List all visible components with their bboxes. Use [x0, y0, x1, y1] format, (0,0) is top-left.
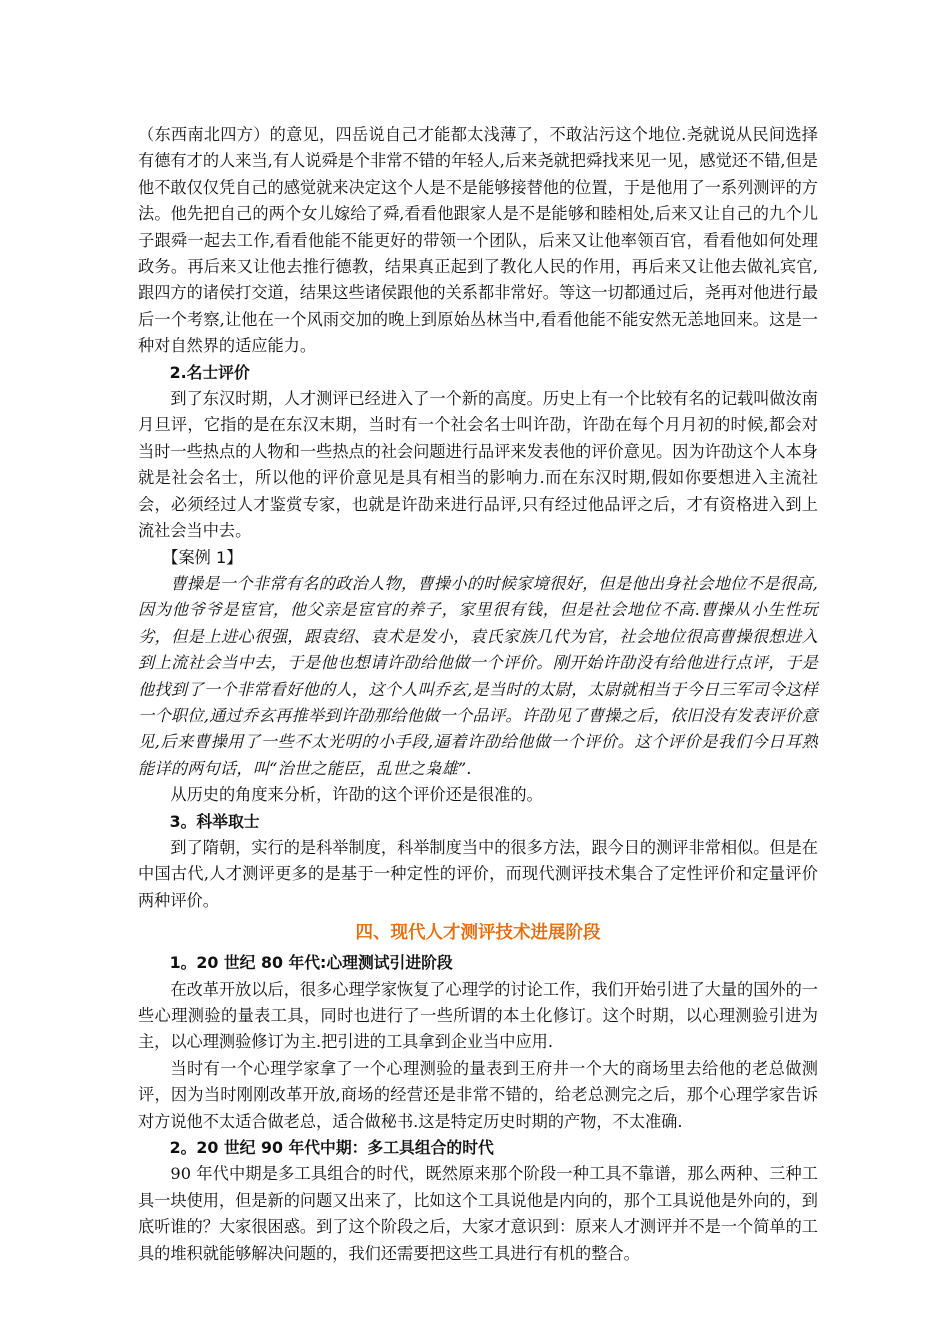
- heading-mingshi: 2.名士评价: [169, 362, 250, 382]
- paragraph-donghan: 到了东汉时期，人才测评已经进入了一个新的高度。历史上有一个比较有名的记载叫做汝南月旦评，它指的是在东汉末期，当时有一个社会名士叫许劭，许劭在每个月月初的时候,都会对当时一些热点的人物和一些热点的社会问题进行品评来发表他的评价意见。因为许劭这个人本身就是社会名士，所以他的评价意见是具有相当的影响力.而在东汉时期,假如你要想进入主流社会，必须经过人才鉴赏专家，也就是许劭来进行品评,只有经过他品评之后，才有资格进入到上流社会当中去。: [138, 389, 818, 541]
- paragraph-yao-shun: （东西南北四方）的意见，四岳说自己才能都太浅薄了，不敢沾污这个地位.尧就说从民间选择有德有才的人来当,有人说舜是个非常不错的年轻人,后来尧就把舜找来见一见，感觉还不错,但是他不敢仅仅凭自己的感觉就来决定这个人是不是能够接替他的位置，于是他用了一系列测评的方法。他先把自己的两个女儿嫁给了舜,看看他跟家人是不是能够和睦相处,后来又让自己的九个儿子跟舜一起去工作,看看他能不能更好的带领一个团队，后来又让他率领百官，看看他如何处理政务。再后来又让他去推行德教，结果真正起到了教化人民的作用，再后来又让他去做礼宾官,跟四方的诸侯打交道，结果这些诸侯跟他的关系都非常好。等这一切都通过后，尧再对他进行最后一个考察,让他在一个风雨交加的晚上到原始丛林当中,看看他能不能安然无恙地回来。这是一种对自然界的适应能力。: [138, 125, 818, 356]
- heading-1980s: 1。20 世纪 80 年代:心理测试引进阶段: [169, 953, 453, 973]
- paragraph-sui: 到了隋朝，实行的是科举制度，科举制度当中的很多方法，跟今日的测评非常相似。但是在中国古代,人才测评更多的是基于一种定性的评价，而现代测评技术集合了定性评价和定量评价两种评价。: [138, 837, 818, 910]
- paragraph-wangfujing: 当时有一个心理学家拿了一个心理测验的量表到王府井一个大的商场里去给他的老总做测评，因为当时刚刚改革开放,商场的经营还是非常不错的，给老总测完之后，那个心理学家告诉对方说他不太适合做老总，适合做秘书.这是特定历史时期的产物，不太准确.: [138, 1058, 818, 1131]
- section-title-modern: 四、现代人才测评技术进展阶段: [355, 923, 601, 944]
- heading-keju: 3。科举取士: [169, 811, 260, 831]
- case-text-caocao: 曹操是一个非常有名的政治人物，曹操小的时候家境很好，但是他出身社会地位不是很高,因为他爷爷是宦官，他父亲是宦官的养子，家里很有钱，但是社会地位不高.曹操从小生性玩劣，但是上进心很强，跟袁绍、袁术是发小，袁氏家族几代为官，社会地位很高曹操很想进入到上流社会当中去，于是他也想请许劭给他做一个评价。刚开始许劭没有给他进行点评，于是他找到了一个非常看好他的人，这个人叫乔玄,是当时的太尉，太尉就相当于今日三军司令这样一个职位,通过乔玄再推举到许劭那给他做一个品评。许劭见了曹操之后，依旧没有发表评价意见,后来曹操用了一些不太光明的小手段,逼着许劭给他做一个评价。这个评价是我们今日耳熟能详的两句话，叫“治世之能臣，乱世之枭雄”.: [138, 573, 818, 778]
- document-page: [138, 122, 818, 1267]
- heading-1990s: 2。20 世纪 90 年代中期：多工具组合的时代: [169, 1138, 494, 1158]
- case-label: 【案例 1】: [162, 547, 243, 567]
- paragraph-multi-tool: 90 年代中期是多工具组合的时代，既然原来那个阶段一种工具不靠谱，那么两种、三种工具一块使用，但是新的问题又出来了，比如这个工具说他是内向的，那个工具说他是外向的，到底听谁的？大家很困惑。到了这个阶段之后，大家才意识到：原来人才测评并不是一个简单的工具的堆积就能够解决问题的，我们还需要把这些工具进行有机的整合。: [138, 1164, 818, 1263]
- paragraph-analysis: 从历史的角度来分析，许劭的这个评价还是很准的。: [170, 785, 543, 805]
- paragraph-reform: 在改革开放以后，很多心理学家恢复了心理学的讨论工作，我们开始引进了大量的国外的一些心理测验的量表工具，同时也进行了一些所谓的本土化修订。这个时期，以心理测验引进为主，以心理测验修订为主.把引进的工具拿到企业当中应用.: [138, 979, 818, 1052]
